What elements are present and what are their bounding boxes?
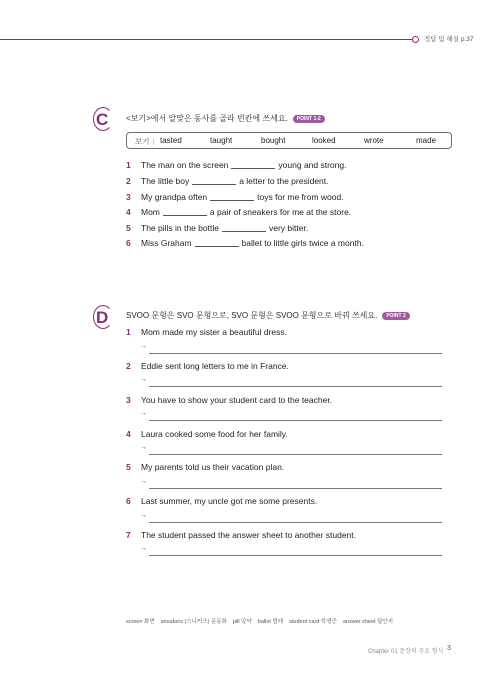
item-text-before: Mom <box>141 207 160 217</box>
item-text-after: a pair of sneakers for me at the store. <box>209 207 352 217</box>
exercise-c-item-5 <box>126 223 308 233</box>
vocab-entry: pill 알약 <box>232 619 252 625</box>
item-number: 3 <box>126 395 131 405</box>
item-sentence: Laura cooked some food for her family. <box>141 429 288 439</box>
word-box-label <box>135 136 154 147</box>
answer-rule <box>149 420 442 421</box>
exercise-d-item-3 <box>126 395 332 405</box>
item-text-before: The pills in the bottle <box>141 223 219 233</box>
answer-line[interactable] <box>140 480 442 490</box>
item-text-after: ballet to little girls twice a month. <box>241 238 364 248</box>
arrow-icon: → <box>140 410 147 417</box>
exercise-c-item-4 <box>126 207 351 217</box>
word-option: bought <box>261 136 286 145</box>
vocab-entry: screen 화면 <box>126 619 155 625</box>
word-option: taught <box>210 136 233 145</box>
section-d-point-badge: POINT 2 <box>382 312 409 320</box>
exercise-d-item-2 <box>126 361 289 371</box>
exercise-d-item-1 <box>126 327 287 337</box>
item-text-after: toys for me from wood. <box>257 192 344 202</box>
answer-blank[interactable] <box>163 207 207 216</box>
word-box-label-text: 보기 <box>135 137 150 146</box>
section-c-instruction-text: <보기>에서 알맞은 동사를 골라 빈칸에 쓰세요. <box>126 114 288 123</box>
arrow-icon: → <box>140 545 147 552</box>
item-number: 4 <box>126 207 131 217</box>
word-option: tasted <box>160 136 182 145</box>
item-number: 5 <box>126 223 131 233</box>
answer-blank[interactable] <box>195 238 239 247</box>
item-number: 1 <box>126 160 131 170</box>
item-text-before: The man on the screen <box>141 160 229 170</box>
item-number: 4 <box>126 429 131 439</box>
item-number: 2 <box>126 361 131 371</box>
item-text-before: The little boy <box>141 176 190 186</box>
arrow-icon: → <box>140 444 147 451</box>
answer-line[interactable] <box>140 412 442 422</box>
answer-blank[interactable] <box>222 223 266 232</box>
item-number: 2 <box>126 176 131 186</box>
section-c-point-badge: POINT 1-2 <box>293 115 325 123</box>
vocab-entry: student card 학생증 <box>289 619 337 625</box>
answer-rule <box>149 522 442 523</box>
answer-line[interactable] <box>140 547 442 557</box>
item-sentence: You have to show your student card to the teacher. <box>141 395 333 405</box>
arrow-icon: → <box>140 376 147 383</box>
item-text-after: a letter to the president. <box>239 176 329 186</box>
section-c-instruction <box>126 113 325 124</box>
item-number: 7 <box>126 530 131 540</box>
answer-rule <box>149 555 442 556</box>
exercise-c-item-3 <box>126 192 344 202</box>
exercise-d-item-6 <box>126 496 317 506</box>
item-sentence: Last summer, my uncle got me some presents. <box>141 496 318 506</box>
exercise-c-item-6 <box>126 238 364 248</box>
vocab-entry: answer sheet 답안지 <box>342 619 394 625</box>
answer-rule <box>149 353 442 354</box>
item-number: 3 <box>126 192 131 202</box>
item-text-before: Miss Graham <box>141 238 192 248</box>
section-d-instruction-text: SVOO 문형은 SVO 문형으로, SVO 문형은 SVOO 문형으로 바꿔 쓰세요. <box>126 311 378 320</box>
vocab-entry: sneakers (스니커즈) 운동화 <box>160 619 227 625</box>
exercise-d-item-5 <box>126 462 284 472</box>
word-option: wrote <box>364 136 384 145</box>
item-sentence: Mom made my sister a beautiful dress. <box>141 327 287 337</box>
word-box-separator: | <box>152 137 155 146</box>
exercise-c-item-2 <box>126 176 329 186</box>
item-number: 6 <box>126 496 131 506</box>
answer-rule <box>149 454 442 455</box>
vocabulary-list <box>126 617 399 625</box>
section-d-letter: D <box>96 308 109 327</box>
answer-line[interactable] <box>140 514 442 524</box>
answer-line[interactable] <box>140 446 442 456</box>
header-dot-icon <box>412 36 419 43</box>
answer-reference: 정답 및 해설 p.37 <box>424 36 474 43</box>
header-rule <box>0 39 414 40</box>
item-number: 6 <box>126 238 131 248</box>
answer-rule <box>149 386 442 387</box>
answer-blank[interactable] <box>192 176 236 185</box>
section-c-letter: C <box>96 110 109 129</box>
item-text-after: very bitter. <box>268 223 309 233</box>
exercise-c-item-1 <box>126 160 346 170</box>
exercise-d-item-4 <box>126 429 288 439</box>
answer-rule <box>149 488 442 489</box>
item-sentence: Eddie sent long letters to me in France. <box>141 361 289 371</box>
chapter-label: Chapter 01 문장의 주요 형식 <box>368 649 444 655</box>
answer-line[interactable] <box>140 345 442 355</box>
arrow-icon: → <box>140 478 147 485</box>
answer-blank[interactable] <box>210 192 254 201</box>
arrow-icon: → <box>140 343 147 350</box>
section-d-instruction <box>126 310 410 321</box>
answer-blank[interactable] <box>231 160 275 169</box>
word-option: looked <box>312 136 336 145</box>
word-option: made <box>416 136 437 145</box>
answer-line[interactable] <box>140 378 442 388</box>
item-sentence: The student passed the answer sheet to another student. <box>141 530 357 540</box>
word-box <box>126 132 452 149</box>
item-text-before: My grandpa often <box>141 192 208 202</box>
vocab-entry: ballet 발레 <box>257 619 284 625</box>
item-sentence: My parents told us their vacation plan. <box>141 462 285 472</box>
page-number: 3 <box>447 645 451 652</box>
item-number: 5 <box>126 462 131 472</box>
item-number: 1 <box>126 327 131 337</box>
item-text-after: young and strong. <box>278 160 347 170</box>
arrow-icon: → <box>140 512 147 519</box>
exercise-d-item-7 <box>126 530 356 540</box>
